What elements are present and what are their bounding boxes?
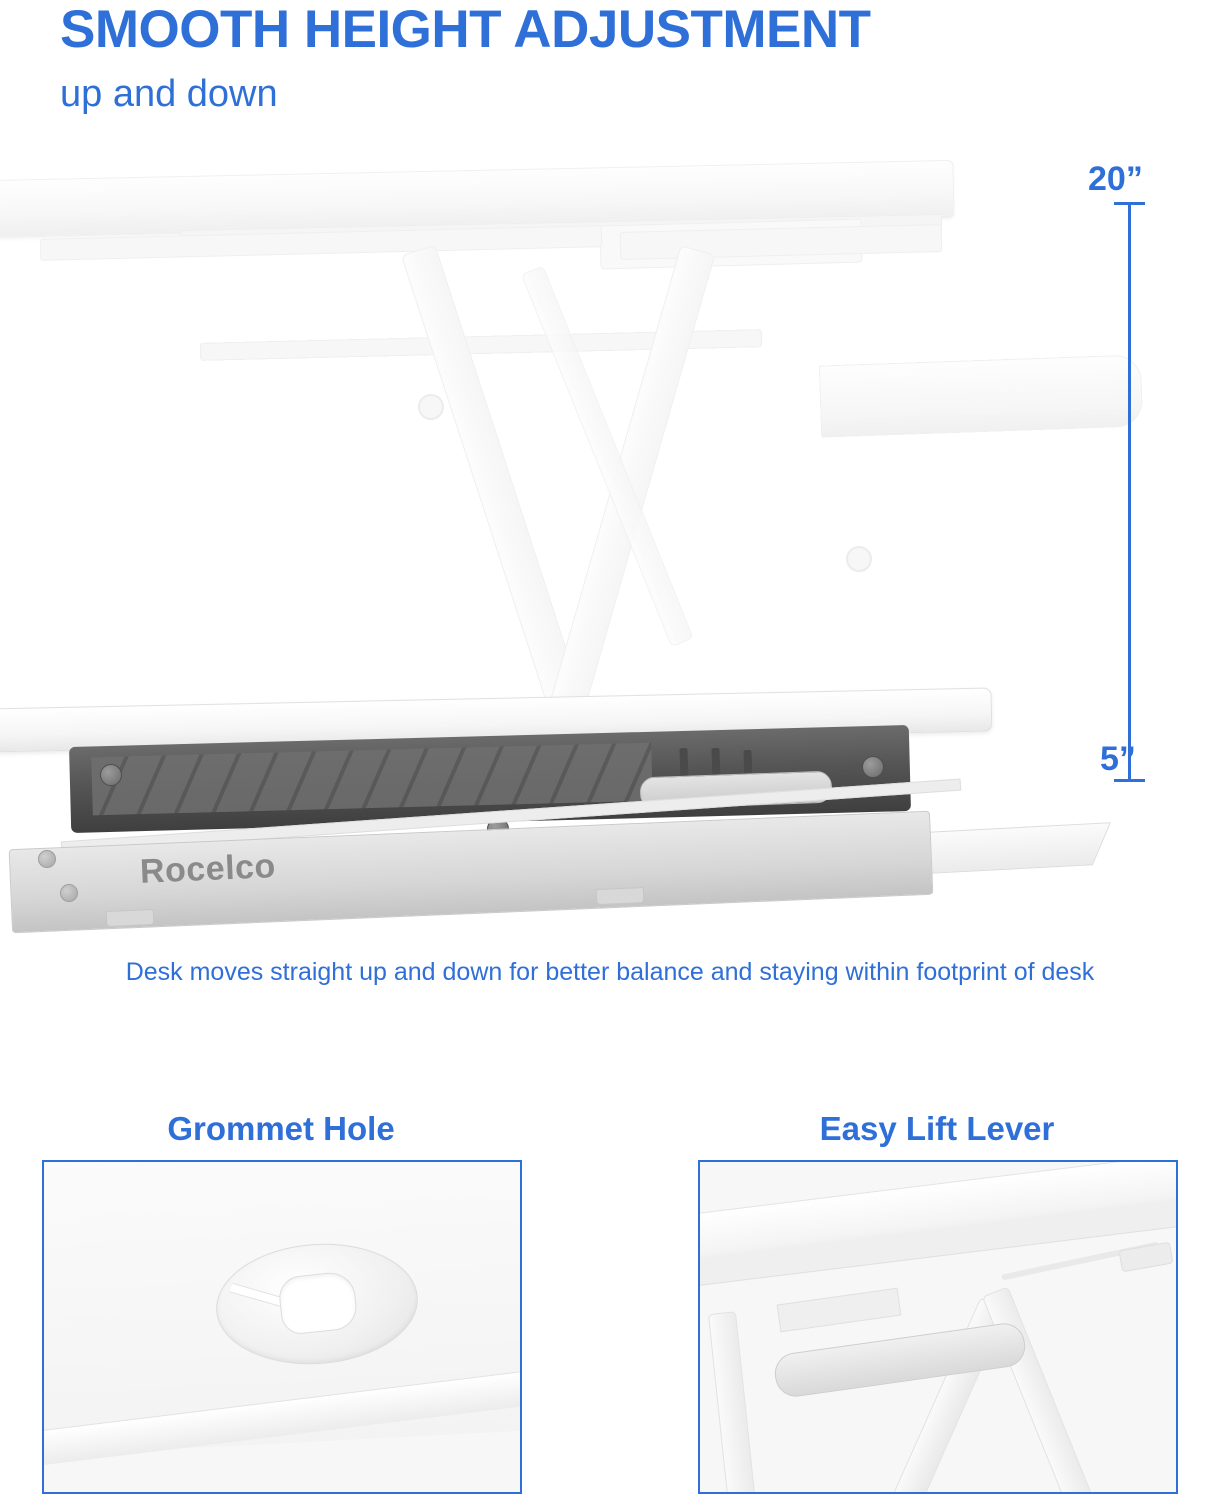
feature-grommet-hole	[42, 1110, 520, 1494]
height-min-label: 5”	[1100, 740, 1136, 778]
frame-leg-left	[708, 1311, 760, 1494]
cable-clip	[1118, 1242, 1173, 1273]
frame-screw-bottom	[60, 884, 78, 902]
frame-screw-top	[38, 850, 56, 868]
feature-image-grommet	[42, 1160, 522, 1494]
base-foot-right	[596, 887, 645, 905]
standing-desk-converter-illustration	[0, 150, 1220, 960]
scale-cap-bottom	[1114, 779, 1145, 782]
header	[60, 0, 1160, 118]
lever-mount-bracket	[777, 1288, 902, 1333]
page-subtitle: up and down	[60, 73, 278, 115]
brand-logo-text: Rocelco	[139, 847, 277, 891]
grommet-hole-opening	[277, 1270, 359, 1336]
feature-easy-lift-lever	[698, 1110, 1176, 1494]
height-range-indicator	[1070, 150, 1180, 830]
base-foot-left	[106, 909, 155, 927]
mechanism-bolt-left	[100, 764, 122, 786]
illustration-caption: Desk moves straight up and down for better balance and staying within footprint of desk	[125, 958, 1095, 986]
feature-image-lever	[698, 1160, 1178, 1494]
scissor-pivot-upper-left	[418, 394, 444, 420]
scissor-pivot-upper-right	[846, 546, 872, 572]
feature-title: Grommet Hole	[167, 1110, 395, 1147]
mechanism-bolt-right	[862, 756, 884, 778]
scale-vertical-line	[1128, 202, 1131, 782]
easy-lift-lever-handle[interactable]	[772, 1321, 1028, 1400]
feature-panels	[0, 1110, 1220, 1500]
feature-title: Easy Lift Lever	[819, 1110, 1055, 1147]
page-title: SMOOTH HEIGHT ADJUSTMENT	[60, 0, 871, 59]
frame-leg-diagonal-left	[982, 1286, 1106, 1494]
height-max-label: 20”	[1088, 160, 1143, 198]
